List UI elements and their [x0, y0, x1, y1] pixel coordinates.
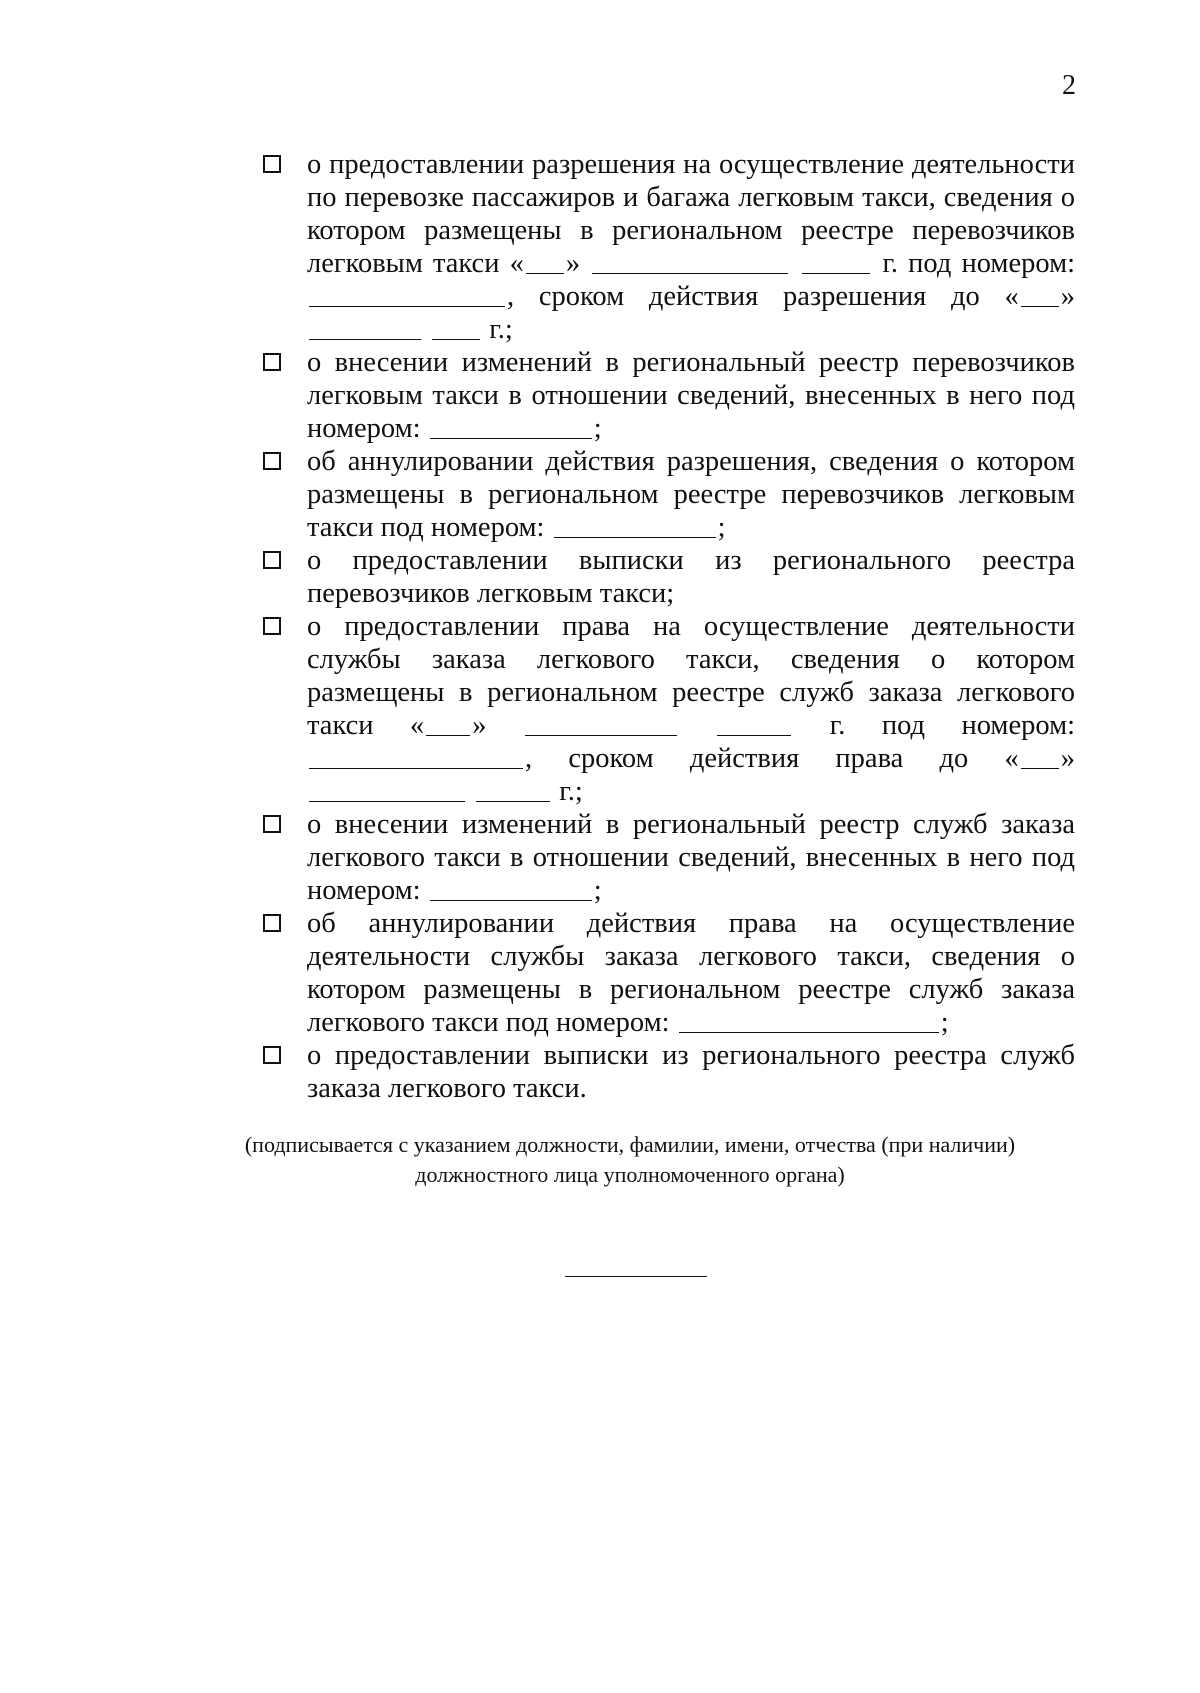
option-carrier-registry-extract — [263, 544, 1075, 610]
year-field[interactable] — [802, 249, 870, 274]
option-text: о предоставлении права на осуществление деятельности службы заказа легкового такси, сведения о котором размещены в региональном реестре служб заказа легкового такси « — [307, 611, 1075, 741]
option-dispatch-right-cancel — [263, 907, 1075, 1039]
year-field[interactable] — [432, 315, 480, 340]
option-text: » — [1060, 743, 1075, 774]
option-text: об аннулировании действия разрешения, сведения о котором размещены в региональном реестре перевозчиков легковым такси под номером: — [307, 446, 1075, 543]
page-number: 2 — [1062, 70, 1076, 101]
month-field[interactable] — [592, 249, 788, 274]
option-text: об аннулировании действия права на осуществление деятельности службы заказа легкового такси, сведения о котором размещены в региональном реестре служб заказа легкового такси под номером: — [307, 908, 1075, 1038]
option-text: г.; — [559, 776, 583, 807]
number-field[interactable] — [679, 1008, 939, 1033]
number-field[interactable] — [309, 282, 505, 307]
checkbox[interactable] — [263, 815, 281, 833]
option-text: г.; — [489, 314, 513, 345]
option-permit-registry-change — [263, 346, 1075, 445]
day-field[interactable] — [526, 249, 564, 274]
number-field[interactable] — [554, 513, 716, 538]
year-field[interactable] — [476, 777, 550, 802]
option-text: г. под номером: — [829, 710, 1076, 741]
number-field[interactable] — [309, 744, 523, 769]
option-permit-cancel — [263, 445, 1075, 544]
option-dispatch-registry-change — [263, 808, 1075, 907]
option-text: г. под номером: — [882, 248, 1076, 279]
day-field[interactable] — [1021, 282, 1059, 307]
option-text: о внесении изменений в региональный реестр перевозчиков легковым такси в отношении сведений, внесенных в него под номером: — [307, 347, 1075, 444]
option-text: ; — [593, 413, 602, 444]
option-text: » — [565, 248, 581, 279]
signature-note-line: должностного лица уполномоченного органа) — [415, 1162, 845, 1187]
checkbox[interactable] — [263, 452, 281, 470]
option-text: ; — [593, 875, 602, 906]
option-text: » — [1060, 281, 1075, 312]
option-text: о предоставлении разрешения на осуществление деятельности по перевозке пассажиров и багажа легковым такси, сведения о котором размещены в региональном реестре перевозчиков легковым такси « — [307, 149, 1075, 279]
option-dispatch-right-issue — [263, 610, 1075, 808]
checkbox[interactable] — [263, 353, 281, 371]
checkbox[interactable] — [263, 617, 281, 635]
option-text: » — [472, 710, 487, 741]
option-text: ; — [717, 512, 726, 543]
option-text: о внесении изменений в региональный реестр служб заказа легкового такси в отношении сведений, внесенных в него под номером: — [307, 809, 1075, 906]
month-field[interactable] — [309, 777, 465, 802]
option-dispatch-registry-extract — [263, 1039, 1075, 1105]
checkbox[interactable] — [263, 551, 281, 569]
checkbox[interactable] — [263, 1046, 281, 1064]
number-field[interactable] — [430, 414, 592, 439]
year-field[interactable] — [717, 711, 791, 736]
signature-note — [240, 1130, 1020, 1190]
option-text: о предоставлении выписки из регионального реестра перевозчиков легковым такси; — [307, 545, 1075, 609]
day-field[interactable] — [1021, 744, 1059, 769]
option-text: , сроком действия права до « — [525, 743, 1019, 774]
day-field[interactable] — [426, 711, 470, 736]
option-text: ; — [940, 1007, 949, 1038]
number-field[interactable] — [430, 876, 592, 901]
option-text: о предоставлении выписки из регионального реестра служб заказа легкового такси. — [307, 1040, 1075, 1104]
signature-note-line: (подписывается с указанием должности, фамилии, имени, отчества (при наличии) — [244, 1132, 1016, 1157]
end-of-document-line — [565, 1276, 707, 1277]
option-text: , сроком действия разрешения до « — [507, 281, 1019, 312]
checkbox[interactable] — [263, 914, 281, 932]
options-list — [263, 148, 1075, 1105]
option-permit-issue — [263, 148, 1075, 346]
month-field[interactable] — [525, 711, 677, 736]
month-field[interactable] — [309, 315, 421, 340]
checkbox[interactable] — [263, 155, 281, 173]
